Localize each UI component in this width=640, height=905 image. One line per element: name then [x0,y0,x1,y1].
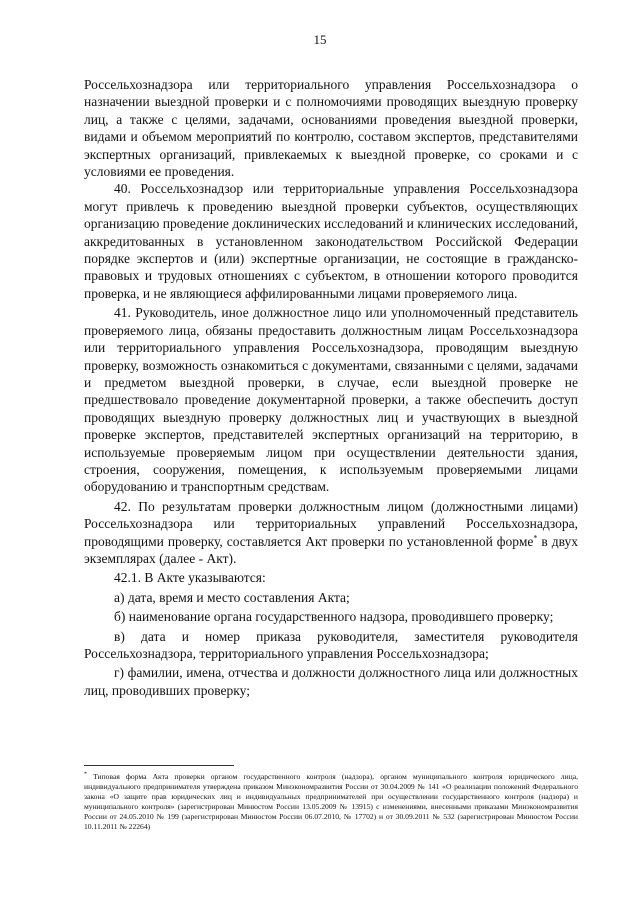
list-item-b: б) наименование органа государственного надзора, проводившего проверку; [114,609,554,625]
page-number: 15 [313,32,327,47]
paragraph-42-text-end: в двух экземплярах (далее - Акт). [84,533,579,566]
body-text [84,76,578,699]
list-item-v: в) дата и номер приказа руководителя, заместителя руководителя Россельхознадзора, территориального управления Россельхознадзора; [84,628,578,661]
footnote [84,772,578,832]
paragraph-42-text: 42. По результатам проверки должностным лицом (должностными лицами) Россельхознадзора или территориальных управлений Россельхознадзора, проводящими проверку, составляется Акт проверки по установленной форме [84,498,578,549]
footnote-marker: * [533,533,538,543]
list-item-g: г) фамилии, имена, отчества и должности должностного лица или должностных лиц, проводивших проверку; [84,665,578,698]
paragraph-42-1: 42.1. В Акте указываются: [114,570,266,586]
paragraph-continuation: Россельхознадзора или территориального управления Россельхознадзора о назначении выездной проверки и с полномочиями проводящих выездную проверку лиц, а также с целями, задачами, основаниями проведения выездной проверки, видами и объемом мероприятий по контролю, составом экспертов, представителями экспертных организаций, привлекаемых к выездной проверке, со сроками и с условиями ее проведения. [84,77,578,180]
footnote-text: Типовая форма Акта проверки органом государственного контроля (надзора), органом муниципального контроля юридического лица, индивидуального предпринимателя утверждена приказом Минэкономразвития России от 30.04.2009 № 141 «О реализации положений Федерального закона «О защите прав юридических лиц и индивидуальных предпринимателей при осуществлении государственного контроля (надзора) и муниципального контроля» (зарегистрирован Минюстом России 13.05.2009 № 13915) с изменениями, внесенными приказами Минэкономразвития России от 24.05.2010 № 199 (зарегистрирован Минюстом России 06.07.2010, № 17702) и от 30.09.2011 № 532 (зарегистрирован Минюстом России 10.11.2011 № 22264) [84,772,578,831]
footnote-divider [84,765,234,766]
paragraph-40: 40. Россельхознадзор или территориальные управления Россельхознадзора могут привлечь к проведению выездной проверки субъектов, осуществляющих организацию проведение доклинических исследований и клинических исследований, аккредитованных в установленном законодательством Российской Федерации порядке экспертов и (или) экспертные организации, не состоящие в гражданско-правовых и трудовых отношениях с субъектом, в отношении которого проводится проверка, и не являющиеся аффилированными лицами проверяемого лица. [84,181,578,301]
footnote-marker-bottom: * [84,771,87,778]
paragraph-41: 41. Руководитель, иное должностное лицо или уполномоченный представитель проверяемого лица, обязаны предоставить должностным лицам Россельхознадзора или территориального управления Россельхознадзора, проводящим выездную проверку, возможность ознакомиться с документами, связанными с целями, задачами и предметом выездной проверки, в случае, если выездной проверке не предшествовало проведение документарной проверки, а также обеспечить доступ проводящих выездную проверку должностных лиц и участвующих в выездной проверке экспертов, представителей экспертных организаций на территорию, в используемые проверяемым лицом при осуществлении деятельности здания, строения, сооружения, помещения, к используемым проверяемыми лицами оборудованию и транспортным средствам. [84,305,578,495]
paragraph-42 [84,498,578,568]
list-item-a: а) дата, время и место составления Акта; [114,589,350,605]
